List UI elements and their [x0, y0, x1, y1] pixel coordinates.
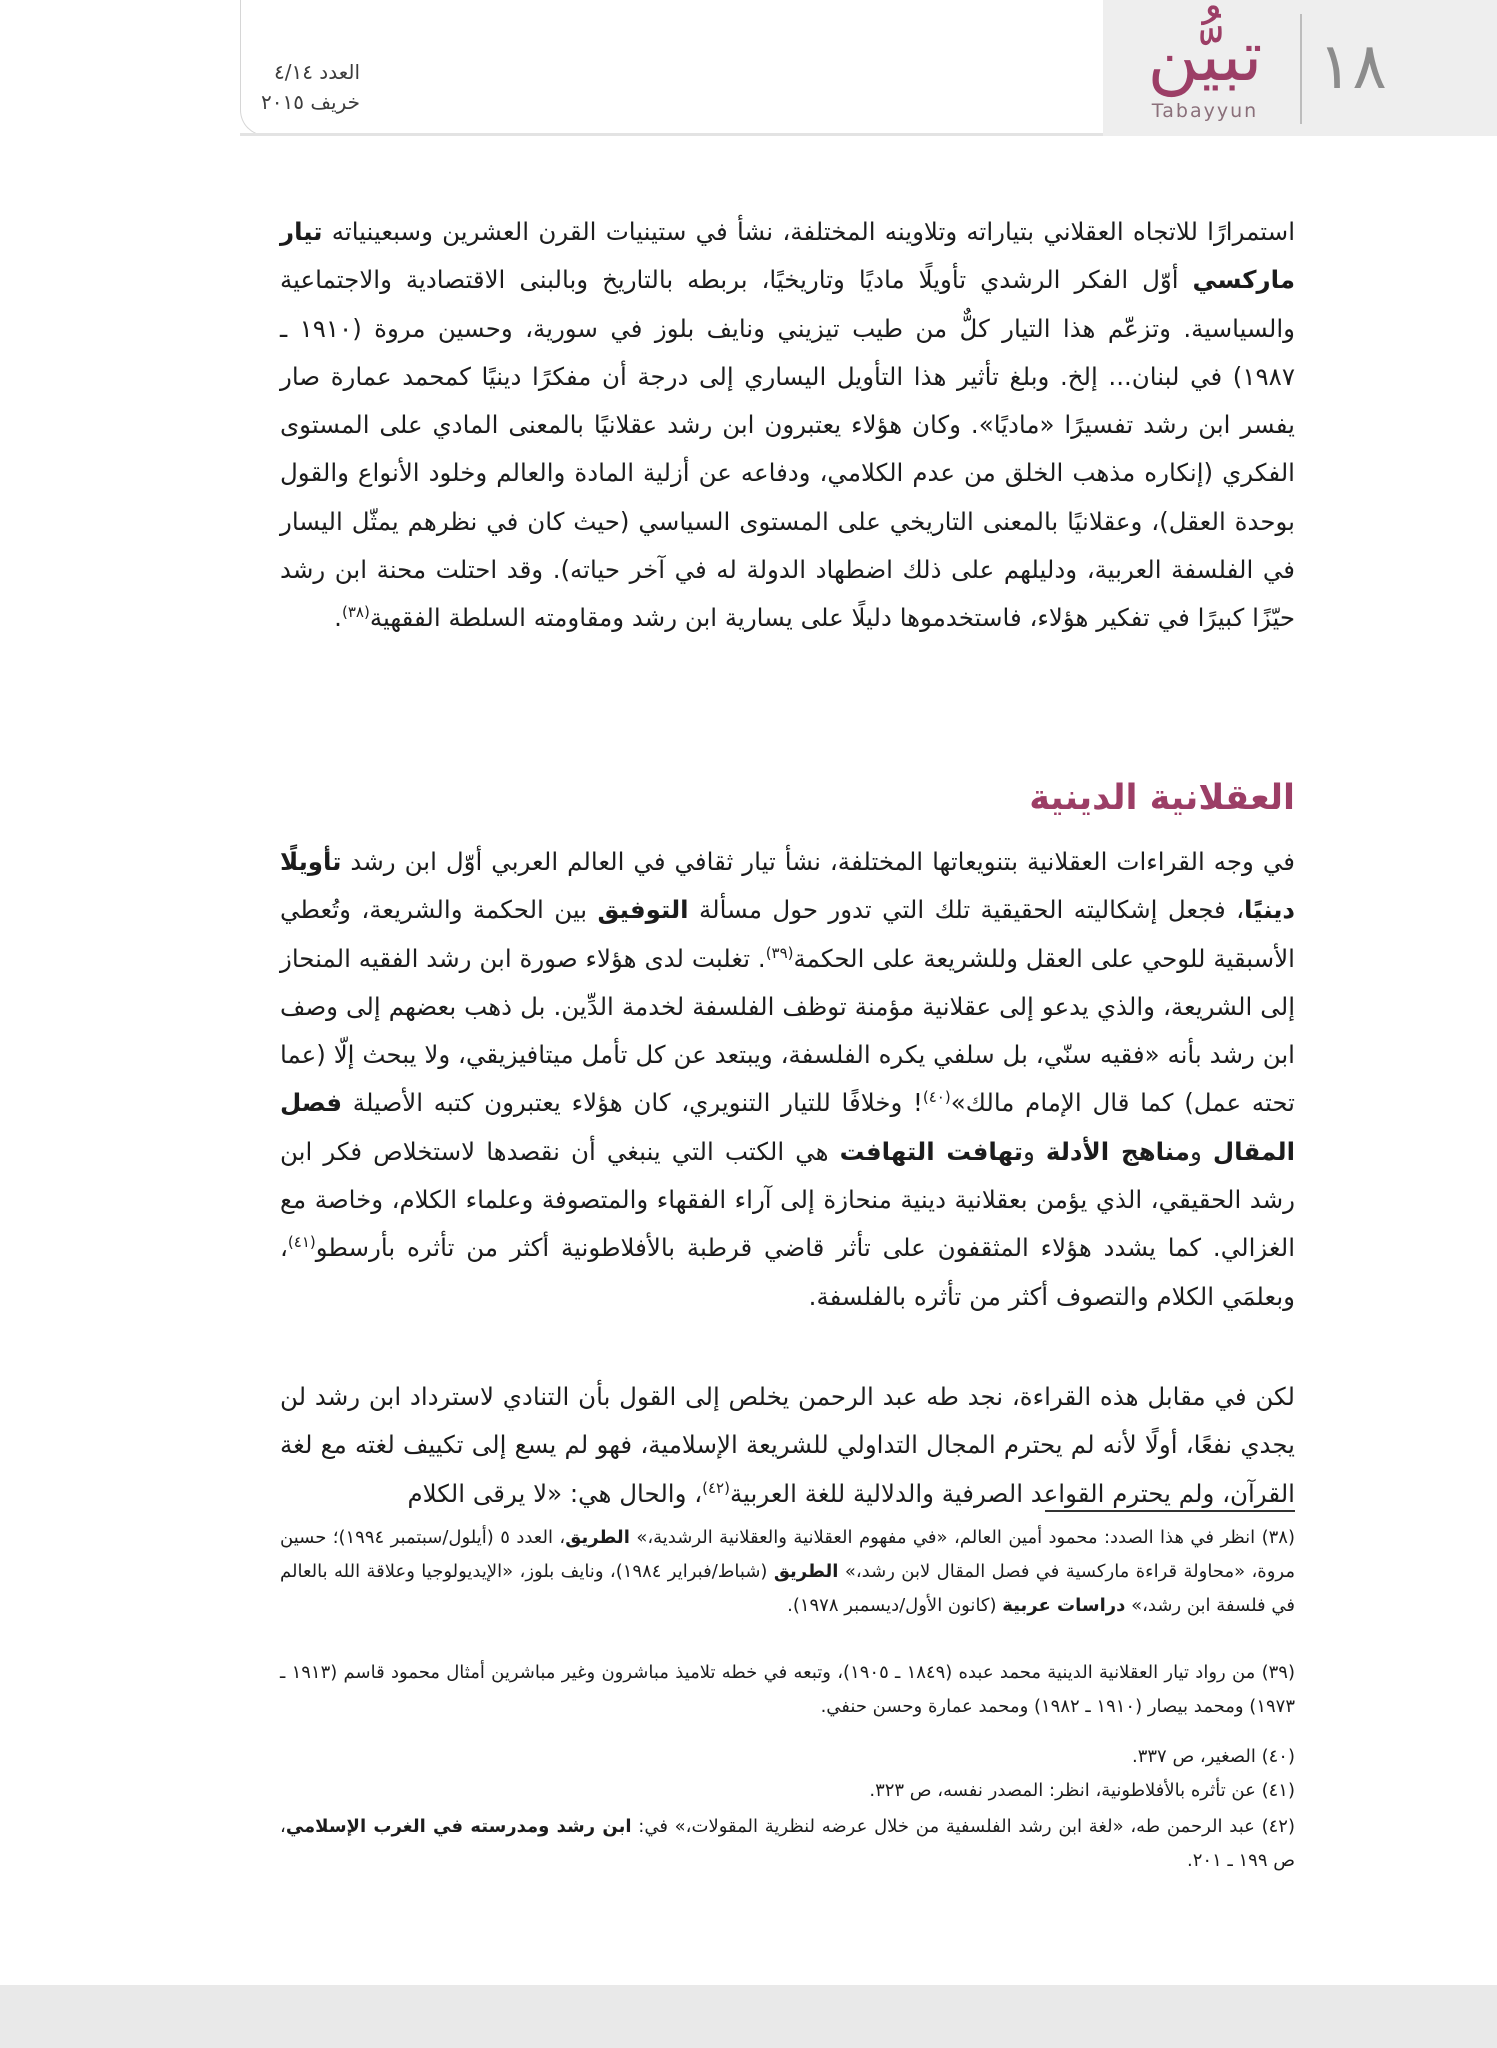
footnote-41: (٤١) عن تأثره بالأفلاطونية، انظر: المصدر نفسه، ص ٣٢٣.: [869, 1780, 1295, 1801]
footnote-ref-40[interactable]: (٤٠): [922, 1088, 951, 1107]
paragraph-text: أوّل الفكر الرشدي تأويلًا ماديًا وتاريخيًا، بربطه بالتاريخ وبالبنى الاقتصادية والاجتماعية والسياسية. وتزعّم هذا التيار كلٌّ من طيب تيزيني ونايف بلوز في سورية، وحسين مروة (١٩١٠ ـ ١٩٨٧) في لبنان... إلخ. وبلغ تأثير هذا التأويل اليساري إلى درجة أن مفكرًا دينيًا كمحمد عمارة صار يفسر ابن رشد تفسيرًا «ماديًا». وكان هؤلاء يعتبرون ابن رشد عقلانيًا بالمعنى المادي على المستوى الفكري (إنكاره مذهب الخلق من عدم الكلامي، ودفاعه عن أزلية المادة والعالم وخلود الأنواع والقول بوحدة العقل)، وعقلانيًا بالمعنى التاريخي على المستوى السياسي (حيث كان في نظرهم يمثّل اليسار في الفلسفة العربية، ودليلهم على ذلك اضطهاد الدولة له في آخر حياته). وقد احتلت محنة ابن رشد حيّزًا كبيرًا في تفكير هؤلاء، فاستخدموها دليلًا على يسارية ابن رشد ومقاومته السلطة الفقهية: [280, 265, 1295, 633]
footnote-text: (كانون الأول/ديسمبر ١٩٧٨).: [787, 1595, 1003, 1616]
paragraph-text: و: [1189, 1136, 1213, 1166]
body-paragraph-1: استمرارًا للاتجاه العقلاني بتياراته وتلاوينه المختلفة، نشأ في ستينيات القرن العشرين وسبعينياته تيار ماركسي أوّل الفكر الرشدي تأويلًا ماديًا وتاريخيًا، بربطه بالتاريخ وبالبنى الاقتصادية والاجتماعية والسياسية. وتزعّم هذا التيار كلٌّ من طيب تيزيني ونايف بلوز في سورية، وحسين مروة (١٩١٠ ـ ١٩٨٧) في لبنان... إلخ. وبلغ تأثير هذا التأويل اليساري إلى درجة أن مفكرًا دينيًا كمحمد عمارة صار يفسر ابن رشد تفسيرًا «ماديًا». وكان هؤلاء يعتبرون ابن رشد عقلانيًا بالمعنى المادي على المستوى الفكري (إنكاره مذهب الخلق من عدم الكلامي، ودفاعه عن أزلية المادة والعالم وخلود الأنواع والقول بوحدة العقل)، وعقلانيًا بالمعنى التاريخي على المستوى السياسي (حيث كان في نظرهم يمثّل اليسار في الفلسفة العربية، ودليلهم على ذلك اضطهاد الدولة له في آخر حياته). وقد احتلت محنة ابن رشد حيّزًا كبيرًا في تفكير هؤلاء، فاستخدموها دليلًا على يسارية ابن رشد ومقاومته السلطة الفقهية$^{(٣٨)}$.: [280, 217, 1295, 633]
book-title: ابن رشد ومدرسته في الغرب الإسلامي: [285, 1816, 632, 1837]
paragraph-text: ، فجعل إشكاليته الحقيقية تلك التي تدور حول مسألة: [688, 895, 1245, 925]
page-number: ١٨: [1318, 30, 1387, 104]
book-title: تهافت التهافت: [839, 1136, 1023, 1166]
header-divider: [240, 133, 1240, 136]
bold-term: تيار ماركسي: [280, 217, 1295, 295]
footnote-text: (٤٢) عبد الرحمن طه، «لغة ابن رشد الفلسفية من خلال عرضه لنظرية المقولات،» في:: [631, 1816, 1295, 1837]
issue-number: العدد ٤/١٤: [273, 60, 360, 84]
logo-divider: [1300, 14, 1302, 124]
paragraph-text: استمرارًا للاتجاه العقلاني بتياراته وتلاوينه المختلفة، نشأ في ستينيات القرن العشرين وسبعينياته: [322, 217, 1295, 246]
footnote-ref-39[interactable]: (٣٩): [765, 943, 794, 962]
page-footer-band: [0, 1985, 1497, 2048]
issue-season: خريف ٢٠١٥: [261, 90, 360, 114]
footnote-ref-42[interactable]: (٤٢): [702, 1478, 730, 1497]
paragraph-text: في وجه القراءات العقلانية بتنويعاتها المختلفة، نشأ تيار ثقافي في العالم العربي أوّل ابن رشد: [341, 847, 1295, 876]
footnote-ref-38[interactable]: (٣٨): [341, 603, 370, 622]
journal-logo: تبيُّن: [1147, 15, 1263, 97]
footnote-rule: [1045, 1510, 1295, 1512]
paragraph-text: ! وخلافًا للتيار التنويري، كان هؤلاء يعتبرون كتبه الأصيلة: [342, 1088, 923, 1118]
paragraph-text: هي الكتب التي ينبغي أن نقصدها لاستخلاص فكر ابن رشد الحقيقي، الذي يؤمن بعقلانية دينية منحازة إلى آراء الفقهاء والمتصوفة وعلماء الكلام، وخاصة مع الغزالي. كما يشدد هؤلاء المثقفون على تأثر قاضي قرطبة بالأفلاطونية أكثر من تأثره بأرسطو: [280, 1136, 1295, 1263]
footnote-ref-41[interactable]: (٤١): [287, 1233, 316, 1252]
paragraph-text: ، والحال هي: «لا يرقى الكلام: [407, 1478, 703, 1508]
footnote-42: [280, 1810, 1295, 1878]
book-title: فصل المقال: [280, 1088, 1295, 1166]
paragraph-text: و: [1022, 1136, 1046, 1166]
paragraph-text: . تغلبت لدى هؤلاء صورة ابن رشد الفقيه المنحاز إلى الشريعة، والذي يدعو إلى عقلانية مؤمنة توظف الفلسفة لخدمة الدِّين. بل ذهب بعضهم إلى وصف ابن رشد بأنه «فقيه سنّي، بل سلفي يكره الفلسفة، ويبتعد عن كل تأمل ميتافيزيقي، ولا يبحث إلّا (عما تحته عمل) كما قال الإمام مالك»: [280, 943, 1295, 1118]
paragraph-text: بين الحكمة والشريعة، وتُعطي الأسبقية للوحي على العقل وللشريعة على الحكمة: [280, 895, 1295, 973]
footnote-text: (٣٨) انظر في هذا الصدد: محمود أمين العالم، «في مفهوم العقلانية والعقلانية الرشدية،»: [629, 1527, 1295, 1548]
footnote-text: ، العدد ٥ (أيلول/سبتمبر ١٩٩٤)؛ حسين مروة، «محاولة قراءة ماركسية في فصل المقال لابن رشد،»: [280, 1527, 1295, 1582]
footnote-text: (شباط/فبراير ١٩٨٤)، ونايف بلوز، «الإيديولوجيا وعلاقة الله بالعالم في فلسفة ابن رشد،»: [280, 1561, 1295, 1616]
body-paragraph-2: [280, 838, 1295, 1321]
footnote-38: [280, 1521, 1295, 1623]
bold-term: دراسات عربية: [1002, 1595, 1126, 1616]
book-title: مناهج الأدلة: [1045, 1136, 1190, 1166]
paragraph-text: لكن في مقابل هذه القراءة، نجد طه عبد الرحمن يخلص إلى القول بأن التنادي لاسترداد ابن رشد لن يجدي نفعًا، أولًا لأنه لم يحترم المجال التداولي للشريعة الإسلامية، فهو لم يسع إلى تكييف لغته مع لغة القرآن، ولم يحترم القواعد الصرفية والدلالية للغة العربية: [280, 1382, 1295, 1508]
bold-term: التوفيق: [597, 895, 689, 925]
body-paragraph-3: [280, 1373, 1295, 1518]
section-heading: العقلانية الدينية: [1029, 778, 1295, 818]
bold-term: الطريق: [565, 1527, 630, 1548]
bold-term: تأويلًا دينيًا: [280, 847, 1296, 925]
footnote-39: (٣٩) من رواد تيار العقلانية الدينية محمد عبده (١٨٤٩ ـ ١٩٠٥)، وتبعه في خطه تلاميذ مباشرون وغير مباشرين أمثال محمود قاسم (١٩١٣ ـ ١٩٧٣) ومحمد بيصار (١٩١٠ ـ ١٩٨٢) ومحمد عمارة وحسن حنفي.: [280, 1662, 1296, 1717]
footnote-text: ، ص ١٩٩ ـ ٢٠١.: [280, 1816, 1295, 1871]
journal-logo-latin: Tabayyun: [1151, 100, 1259, 122]
footnote-40: (٤٠) الصغير، ص ٣٣٧.: [1131, 1746, 1295, 1767]
bold-term: الطريق: [773, 1561, 839, 1582]
paragraph-text: ، وبعلمَي الكلام والتصوف أكثر من تأثره بالفلسفة.: [280, 1233, 1295, 1311]
